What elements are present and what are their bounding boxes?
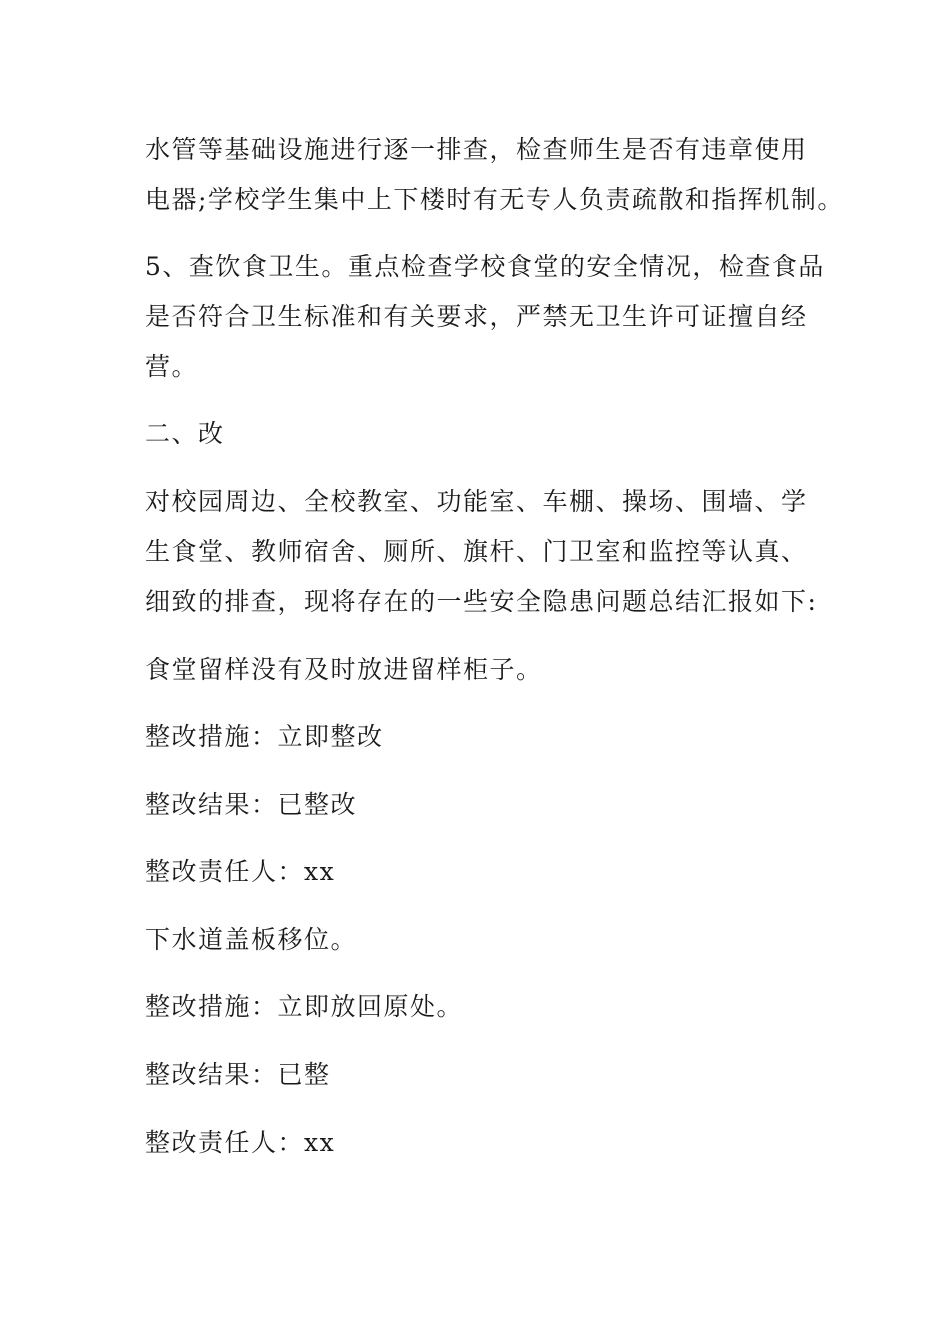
issue-1-description: 食堂留样没有及时放进留样柜子。: [145, 655, 543, 684]
issue-1-person: 整改责任人：xx: [145, 857, 336, 886]
issue-1-measure: 整改措施：立即整改: [145, 722, 384, 751]
paragraph-3-line-3: 细致的排查，现将存在的一些安全隐患问题总结汇报如下:: [145, 587, 818, 616]
paragraph-2-line-3: 营。: [145, 352, 199, 381]
paragraph-3-line-1: 对校园周边、全校教室、功能室、车棚、操场、围墙、学: [145, 487, 808, 516]
issue-2-description: 下水道盖板移位。: [145, 925, 358, 954]
issue-1-result: 整改结果：已整改: [145, 790, 358, 819]
issue-2-person: 整改责任人：xx: [145, 1128, 336, 1157]
section-heading: 二、改: [145, 419, 225, 448]
paragraph-2-line-1: 5、查饮食卫生。重点检查学校食堂的安全情况，检查食品: [145, 252, 825, 281]
issue-2-result: 整改结果：已整: [145, 1060, 331, 1089]
paragraph-3-line-2: 生食堂、教师宿舍、厕所、旗杆、门卫室和监控等认真、: [145, 537, 808, 566]
paragraph-1-line-2: 电器;学校学生集中上下楼时有无专人负责疏散和指挥机制。: [145, 185, 844, 214]
paragraph-2-line-2: 是否符合卫生标准和有关要求，严禁无卫生许可证擅自经: [145, 302, 808, 331]
paragraph-1-line-1: 水管等基础设施进行逐一排查，检查师生是否有违章使用: [145, 135, 808, 164]
issue-2-measure: 整改措施：立即放回原处。: [145, 992, 464, 1021]
